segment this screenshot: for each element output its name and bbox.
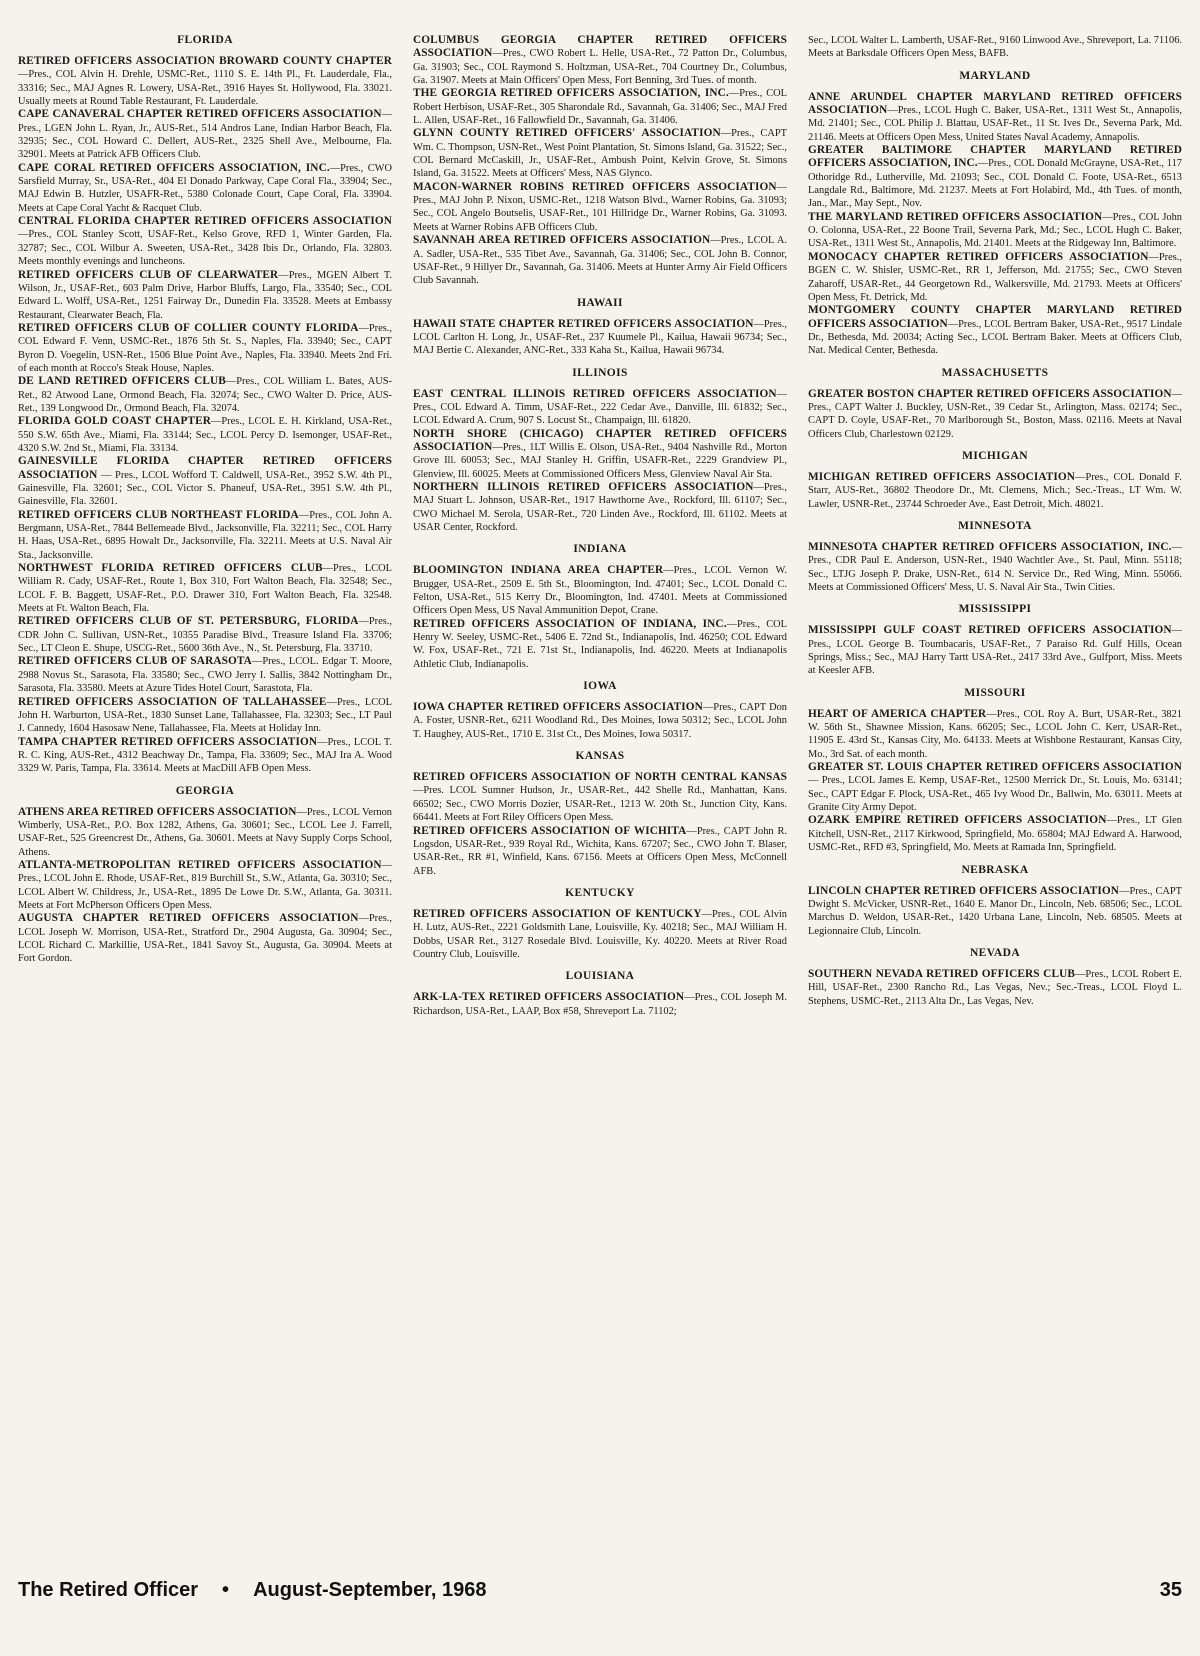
chapter-name: LINCOLN CHAPTER RETIRED OFFICERS ASSOCIATION [808, 884, 1120, 897]
directory-column [808, 34, 1182, 1549]
state-section [808, 70, 1182, 358]
chapter-entry [18, 736, 392, 776]
chapter-entry [18, 859, 392, 912]
state-section [808, 864, 1182, 938]
state-heading: ILLINOIS [572, 366, 628, 379]
state-heading: HAWAII [577, 296, 623, 309]
directory-column [413, 34, 787, 1549]
state-section [808, 450, 1182, 511]
chapter-name: EAST CENTRAL ILLINOIS RETIRED OFFICERS ASSOCIATION [413, 387, 777, 400]
chapter-name: THE GEORGIA RETIRED OFFICERS ASSOCIATION, INC. [413, 87, 729, 100]
chapter-entry [413, 618, 787, 671]
chapter-name: RETIRED OFFICERS ASSOCIATION OF KENTUCKY [413, 907, 702, 920]
chapter-name: ATHENS AREA RETIRED OFFICERS ASSOCIATION [18, 805, 297, 818]
chapter-entry [808, 968, 1182, 1008]
chapter-name: RETIRED OFFICERS ASSOCIATION OF TALLAHASSEE [18, 695, 327, 708]
chapter-name: ANNE ARUNDEL CHAPTER MARYLAND RETIRED OFFICERS ASSOCIATION [808, 90, 1182, 117]
chapter-entry [413, 701, 787, 741]
chapter-details: —Pres., BGEN C. W. Shisler, USMC-Ret., RR 1, Jefferson, Md. 21755; Sec., CWO Steven Zaharoff, USAR-Ret., 44 Georgetown Rd., Walkersville, Md. 21793. Meets at Officers' Open Mess, Ft. Detrick, Md. [808, 251, 1182, 303]
state-section [413, 34, 787, 288]
state-heading: IOWA [583, 680, 617, 693]
chapter-details: —Pres., LCOL Bertram Baker, USA-Ret., 9517 Lindale Dr., Bethesda, Md. 20034; Acting Sec., LCOL Bertram Baker. Meets at Officers Club, Nat. Medical Center, Bethesda. [808, 318, 1182, 357]
chapter-details: —Pres., COL Edward A. Timm, USAF-Ret., 222 Cedar Ave., Danville, Ill. 61832; Sec., LCOL Edward A. Crum, 907 S. Locust St., Champaign, Ill. 61820. [413, 388, 787, 427]
chapter-entry [18, 375, 392, 415]
state-section [808, 520, 1182, 594]
chapter-name: GLYNN COUNTY RETIRED OFFICERS' ASSOCIATION [413, 127, 721, 140]
chapter-entry [18, 562, 392, 615]
chapter-name: SOUTHERN NEVADA RETIRED OFFICERS CLUB [808, 967, 1075, 980]
chapter-entry [413, 991, 787, 1018]
chapter-name: RETIRED OFFICERS CLUB OF ST. PETERSBURG, FLORIDA [18, 615, 359, 628]
chapter-entry [18, 509, 392, 562]
chapter-details: Sec., LCOL Walter L. Lamberth, USAF-Ret., 9160 Linwood Ave., Shreveport, La. 71106. Meets at Barksdale Officers Open Mess, BAFB. [808, 35, 1182, 60]
chapter-details: —Pres., LCOL Hugh C. Baker, USA-Ret., 1311 West St., Annapolis, Md. 21401; Sec., COL Philip J. Blattau, USAF-Ret., 11 St. Ives Dr., Severna Park, Md. 21146. Meets at Officers Open Mess, United States Naval Academy, Annapolis. [808, 105, 1182, 143]
chapter-details: —Pres., LCOL. Edgar T. Moore, 2988 Novus St., Sarasota, Fla. 33580; Sec., CWO Jerry I. Sallis, 3842 Nottingham Dr., Sarasota, Fla. 33580. Meets at Azure Tides Hotel Court, Sarastota, Fla. [18, 656, 392, 695]
chapter-name: AUGUSTA CHAPTER RETIRED OFFICERS ASSOCIATION [18, 912, 359, 925]
chapter-details: —Pres., COL Donald McGrayne, USA-Ret., 117 Othoridge Rd., Lutherville, Md. 21093; Sec., COL Donald C. Foote, USA-Ret., 6513 Langdale Rd., Baltimore, Md. 21237. Meets at Fort Holabird, Md., 4th Tues. of month, Jan., Mar., May Sept., Nov. [808, 158, 1182, 210]
state-heading: MISSISSIPPI [958, 603, 1032, 616]
chapter-entry [18, 455, 392, 508]
issue-date: August-September, 1968 [253, 1578, 487, 1601]
chapter-name: HAWAII STATE CHAPTER RETIRED OFFICERS ASSOCIATION [413, 317, 754, 330]
chapter-entry [808, 304, 1182, 357]
chapter-details: — Pres., LCOL James E. Kemp, USAF-Ret., 12500 Merrick Dr., St. Louis, Mo. 63141; Sec., CAPT Edgar F. Plock, USA-Ret., 465 Ivy Wood Dr., Ballwin, Mo. 63011. Meets at Granite City Army Depot. [808, 775, 1182, 814]
state-heading: MICHIGAN [962, 449, 1028, 462]
chapter-entry [808, 144, 1182, 211]
chapter-name: HEART OF AMERICA CHAPTER [808, 707, 987, 720]
state-section [413, 297, 787, 358]
chapter-name: OZARK EMPIRE RETIRED OFFICERS ASSOCIATION [808, 814, 1107, 827]
chapter-name: MISSISSIPPI GULF COAST RETIRED OFFICERS ASSOCIATION [808, 624, 1172, 637]
chapter-name: DE LAND RETIRED OFFICERS CLUB [18, 375, 226, 388]
state-heading: KENTUCKY [565, 886, 635, 899]
chapter-details: —Pres., LCOL John H. Warburton, USA-Ret., 1830 Sunset Lane, Tallahassee, Fla. 32303; Sec., LT Paul J. Cannedy, 1604 Hasosaw Nene, Tallahassee, Fla. Meets at Holiday Inn. [18, 696, 392, 735]
chapter-entry [808, 388, 1182, 441]
chapter-entry [413, 825, 787, 878]
chapter-details: —Pres., COL Henry W. Seeley, USMC-Ret., 5406 E. 72nd St., Indianapolis, Ind. 46250; COL Edward W. Fox, USAF-Ret., 721 E. 71st St., Indianapolis, Ind. 46220. Meets at Indianapolis Athletic Club, Indianapolis. [413, 618, 787, 670]
chapter-name: RETIRED OFFICERS ASSOCIATION OF NORTH CENTRAL KANSAS [413, 771, 787, 784]
chapter-name: RETIRED OFFICERS ASSOCIATION OF INDIANA, INC. [413, 617, 727, 630]
chapter-name: CAPE CORAL RETIRED OFFICERS ASSOCIATION, INC. [18, 161, 330, 174]
chapter-details: —Pres., COL Donald F. Starr, AUS-Ret., 36802 Theodore Dr., Mt. Clemens, Mich.; Sec.-Treas., LT Wm. W. Lawler, USNR-Ret., 23744 Schroeder Ave., East Detroit, Mich. 48021. [808, 471, 1182, 510]
chapter-entry [18, 55, 392, 108]
state-section [18, 34, 392, 776]
chapter-details: —Pres., COL Stanley Scott, USAF-Ret., Kelso Grove, RFD 1, Winter Garden, Fla. 32787; Sec., COL Wilbur A. Sweeten, USA-Ret., 3428 Ibis Dr., Orlando, Fla. 32803. Meets monthly evenings and luncheons. [18, 229, 392, 268]
chapter-details: —Pres., LCOL Robert E. Hill, USAF-Ret., 2300 Rancho Rd., Las Vegas, Nev.; Sec.-Treas., LCOL Floyd L. Stephens, USMC-Ret., 2113 Alta Dr., Las Vegas, Nev. [808, 968, 1182, 1007]
chapter-entry [808, 91, 1182, 144]
chapter-entry [808, 814, 1182, 854]
state-section [808, 367, 1182, 441]
chapter-name: RETIRED OFFICERS ASSOCIATION BROWARD COUNTY CHAPTER [18, 55, 392, 67]
chapter-details: —Pres., LCOL Joseph W. Morrison, USA-Ret., Stratford Dr., 2904 Augusta, Ga. 30904; Sec., LCOL Richard C. Markillie, USA-Ret., 1841 Savoy St., Augusta, Ga. 30904. Meets at Fort Gordon. [18, 913, 392, 965]
chapter-name: MONOCACY CHAPTER RETIRED OFFICERS ASSOCIATION [808, 250, 1149, 263]
chapter-entry [18, 415, 392, 455]
state-section [413, 367, 787, 535]
chapter-entry [18, 912, 392, 965]
chapter-entry [413, 318, 787, 358]
chapter-details: —Pres., LCOL Vernon Wimberly, USA-Ret., P.O. Box 1282, Athens, Ga. 30601; Sec., LCOL Lee J. Farrell, USAF-Ret., 525 Greencrest Dr., Athens, Ga. 30601. Meets at Navy Supply Corps School, Athens. [18, 806, 392, 858]
chapter-details: —Pres., MGEN Albert T. Wilson, Jr., USAF-Ret., 603 Palm Drive, Harbor Bluffs, Largo, Fla., 33540; Sec., COL Edward L. Wolff, USA-Ret., 1251 Fairway Dr., Dunedin Fla. 33528. Meets at Embassy Restaurant, Clearwater Beach, Fla. [18, 269, 392, 321]
state-section [413, 750, 787, 878]
chapter-details: —Pres., COL Edward F. Venn, USMC-Ret., 1876 5th St. S., Naples, Fla. 33940; Sec., CAPT Byron D. Voegelin, USN-Ret., 1506 Blue Point Ave., Naples, Fla. 33940. Meets 2nd Fri. of each month at Rocco's Steak House, Naples. [18, 322, 392, 374]
chapter-details: —Pres., LCOL Vernon W. Brugger, USA-Ret., 2509 E. 5th St., Bloomington, Ind. 47401; Sec., LCOL Donald C. Felton, USA-Ret., 515 Kerry Dr., Bloomington, Ind. 47401. Meets at Commissioned Officers Open Mess, US Naval Ammunition Depot, Crane. [413, 565, 787, 617]
chapter-name: NORTH SHORE (CHICAGO) CHAPTER RETIRED OFFICERS ASSOCIATION [413, 427, 787, 453]
chapter-entry [413, 771, 787, 824]
chapter-details: —Pres., LCOL A. A. Sadler, USA-Ret., 535 Tibet Ave., Savannah, Ga. 31406; Sec., COL John B. Connor, USAF-Ret., 9 Hillyer Dr., Savannah, Ga. 31406. Meets at Hunter Army Air Field Officers Club Savannah. [413, 235, 787, 287]
chapter-details: —Pres., MAJ John P. Nixon, USMC-Ret., 1218 Watson Blvd., Warner Robins, Ga. 31093; Sec., COL Angelo Boutselis, USAF-Ret., 101 Hillridge Dr., Warner Robins, Ga. 31093. Meets at Warner Robins AFB Officers Club. [413, 181, 787, 233]
chapter-name: COLUMBUS GEORGIA CHAPTER RETIRED OFFICERS ASSOCIATION [413, 34, 787, 60]
state-section [808, 34, 1182, 61]
chapter-details: —Pres. LCOL Sumner Hudson, Jr., USAR-Ret., 442 Shelle Rd., Manhattan, Kans. 66502; Sec., CWO Morris Dozier, USAR-Ret., 1213 W. 20th St., Junction City, Kans. 66441. Meets at Fort Riley Officers Open Mess. [413, 785, 787, 824]
chapter-details: —Pres., COL Joseph M. Richardson, USA-Ret., LAAP, Box #58, Shreveport La. 71102; [413, 992, 787, 1017]
chapter-name: CENTRAL FLORIDA CHAPTER RETIRED OFFICERS ASSOCIATION [18, 215, 392, 228]
chapter-details: —Pres., LT Glen Kitchell, USN-Ret., 2117 Kirkwood, Springfield, Mo. 65804; MAJ Edward A. Harwood, USMC-Ret., RFD #3, Springfield, Mo. Meets at Ramada Inn, Springfield. [808, 815, 1182, 854]
chapter-details: —Pres., LCOL William R. Cady, USAF-Ret., Route 1, Box 310, Fort Walton Beach, Fla. 32548; Sec., LCOL F. B. Baggett, USAF-Ret., P.O. Drawer 310, Fort Walton Beach, Fla. 32548. Meets at Ft. Walton Beach, Fla. [18, 563, 392, 615]
page-footer [18, 1570, 1182, 1610]
state-heading: MISSOURI [964, 686, 1026, 699]
chapter-entry [18, 806, 392, 859]
directory-column [18, 34, 392, 1549]
state-section [808, 687, 1182, 855]
chapter-name: GREATER ST. LOUIS CHAPTER RETIRED OFFICERS ASSOCIATION [808, 761, 1182, 774]
chapter-details: —Pres., MAJ Stuart L. Johnson, USAR-Ret., 1917 Hawthorne Ave., Rockford, Ill. 61107; Sec., CWO Michael M. Serola, USAR-Ret., 720 Linden Ave., Rockford, Ill. 61102. Meets at USAR Center, Rockford. [413, 481, 787, 533]
chapter-entry [808, 708, 1182, 761]
chapter-name: BLOOMINGTON INDIANA AREA CHAPTER [413, 564, 664, 577]
chapter-name: RETIRED OFFICERS CLUB NORTHEAST FLORIDA [18, 508, 299, 521]
chapter-entry [18, 696, 392, 736]
chapter-details: —Pres., COL John A. Bergmann, USA-Ret., 7844 Bellemeade Blvd., Jacksonville, Fla. 32211; Sec., COL Harry H. Haas, USA-Ret., 6895 Howalt Dr., Jacksonville, Fla. 32211. Meets at U.S. Naval Air Sta., Jacksonville. [18, 509, 392, 561]
chapter-entry [18, 269, 392, 322]
chapter-details: —Pres., CAPT Don A. Foster, USNR-Ret., 6211 Woodland Rd., Des Moines, Iowa 50312; Sec., LCOL John T. Haughey, AUS-Ret., 1710 E. 31st Ct., Des Moines, Iowa 50317. [413, 702, 787, 740]
chapter-name: GAINESVILLE FLORIDA CHAPTER RETIRED OFFICERS ASSOCIATION [18, 455, 392, 481]
bullet-separator: • [222, 1578, 230, 1601]
chapter-entry [18, 655, 392, 695]
state-heading: KANSAS [575, 750, 625, 763]
state-heading: NEVADA [969, 946, 1021, 959]
chapter-entry [808, 624, 1182, 677]
state-section [413, 970, 787, 1018]
chapter-name: ATLANTA-METROPOLITAN RETIRED OFFICERS ASSOCIATION [18, 858, 382, 871]
chapter-details: —Pres., CWO Robert L. Helle, USA-Ret., 72 Patton Dr., Columbus, Ga. 31903; Sec., COL Raymond S. Holtzman, USA-Ret., 704 Courtney Dr., Columbus, Ga. 31907. Meets at Main Officers' Open Mess, Fort Benning, 3rd Tues. of month. [413, 48, 787, 87]
chapter-details: —Pres., CAPT John R. Logsdon, USAR-Ret., 939 Royal Rd., Wichita, Kans. 67207; Sec., CWO John T. Blaser, USAR-Ret., RR #1, Winfield, Kans. 67156. Meets at Officers Open Mess, McConnell AFB. [413, 825, 787, 877]
chapter-name: CAPE CANAVERAL CHAPTER RETIRED OFFICERS ASSOCIATION [18, 108, 382, 121]
chapter-entry [413, 87, 787, 127]
chapter-name: THE MARYLAND RETIRED OFFICERS ASSOCIATION [808, 210, 1103, 223]
state-heading: FLORIDA [177, 34, 233, 46]
chapter-name: MICHIGAN RETIRED OFFICERS ASSOCIATION [808, 470, 1076, 483]
chapter-entry [808, 34, 1182, 61]
publication-title: The Retired Officer [18, 1578, 199, 1601]
directory-columns [18, 34, 1182, 1549]
chapter-details: —Pres., CAPT Walter J. Buckley, USN-Ret., 39 Cedar St., Arlington, Mass. 02174; Sec., CAPT D. Coyle, USAF-Ret., 70 Marlborough St., Boston, Mass. 02116. Meets at Naval Officers Club, Charlestown 02129. [808, 388, 1182, 440]
chapter-entry [808, 761, 1182, 814]
chapter-details: —Pres., COL John O. Colonna, USA-Ret., 22 Boone Trail, Severna Park, Md.; Sec., LCOL Hugh C. Baker, USA-Ret., 1311 West St., Annapolis, Md. 21401. Meets at the Ridgeway Inn, Baltimore. [808, 211, 1182, 250]
page-number: 35 [1159, 1578, 1182, 1601]
chapter-name: RETIRED OFFICERS CLUB OF CLEARWATER [18, 268, 279, 281]
chapter-details: —Pres., COL Alvin H. Drehle, USMC-Ret., 1110 S. E. 14th Pl., Ft. Lauderdale, Fla., 33316; Sec., MAJ Agnes R. Lowery, USA-Ret., 3916 Hayes St. Hollywood, Fla. 33021. Usually meets at Round Table Restaurant, Ft. Lauderdale. [18, 69, 392, 108]
chapter-entry [808, 251, 1182, 304]
chapter-details: —Pres., LCOL George B. Toumbacaris, USAF-Ret., 7 Paraiso Rd. Gulf Hills, Ocean Springs, Miss.; Sec., MAJ Harry Tartt USA-Ret., 2417 33rd Ave., Gulfport, Miss. Meets at Keesler AFB. [808, 625, 1182, 677]
chapter-details: —Pres., LCOL John E. Rhode, USAF-Ret., 819 Burchill St., S.W., Atlanta, Ga. 30310; Sec., LCOL Albert W. Childress, Jr., USA-Ret., 1895 De Lowe Dr. S.W., Atlanta, Ga. 30311. Meets at Fort McPherson Officers Open Mess. [18, 859, 392, 911]
chapter-name: TAMPA CHAPTER RETIRED OFFICERS ASSOCIATION [18, 735, 318, 748]
chapter-entry [413, 908, 787, 961]
chapter-details: —Pres., LGEN John L. Ryan, Jr., AUS-Ret., 514 Andros Lane, Indian Harbor Beach, Fla. 32935; Sec., COL Howard C. Dellert, AUS-Ret., 2325 Shell Ave., Melbourne, Fla. 32901. Meets at Patrick AFB Officers Club. [18, 109, 392, 161]
chapter-details: —Pres., COL William L. Bates, AUS-Ret., 82 Atwood Lane, Ormond Beach, Fla. 32074; Sec., CWO Walter D. Price, AUS-Ret., 139 Longwood Dr., Ormond Beach, Fla. 32074. [18, 376, 392, 414]
state-heading: GEORGIA [175, 784, 235, 797]
chapter-details: — Pres., LCOL Wofford T. Caldwell, USA-Ret., 3952 S.W. 4th Pl., Gainesville, Fla. 32601; Sec., COL Victor S. Phaneuf, USA-Ret., 3951 S.W. 4th Pl., Gainesville, Fla. 32601. [18, 469, 392, 508]
chapter-entry [18, 322, 392, 375]
chapter-name: RETIRED OFFICERS CLUB OF SARASOTA [18, 655, 252, 668]
chapter-details: —Pres., COL Alvin H. Lutz, AUS-Ret., 2221 Goldsmith Lane, Louisville, Ky. 40218; Sec., MAJ William H. Dobbs, USAR Ret., 3127 Rosedale Blvd. Louisville, Ky. 40220. Meets at River Road Country Club, Louisville. [413, 908, 787, 960]
chapter-entry [413, 234, 787, 287]
chapter-name: MONTGOMERY COUNTY CHAPTER MARYLAND RETIRED OFFICERS ASSOCIATION [808, 304, 1182, 330]
chapter-name: GREATER BOSTON CHAPTER RETIRED OFFICERS ASSOCIATION [808, 387, 1172, 400]
state-heading: LOUISIANA [565, 970, 635, 983]
chapter-entry [808, 211, 1182, 251]
chapter-name: NORTHERN ILLINOIS RETIRED OFFICERS ASSOCIATION [413, 480, 754, 493]
chapter-details: —Pres., LCOL T. R. C. King, AUS-Ret., 4312 Beachway Dr., Tampa, Fla. 33609; Sec., MAJ Ira A. Wood 3329 W. Paris, Tampa, Fla. 33614. Meets at MacDill AFB Open Mess. [18, 736, 392, 775]
state-section [413, 543, 787, 671]
chapter-details: —Pres., CDR Paul E. Anderson, USN-Ret., 1940 Wachtler Ave., St. Paul, Minn. 55118; Sec., LTJG Joseph P. Drake, USN-Ret., 614 N. Service Dr., Red Wing, Minn. 55066. Meets at Commissioned Officers' Mess, U. S. Naval Air Sta., Twin Cities. [808, 541, 1182, 593]
state-heading: NEBRASKA [961, 863, 1029, 876]
chapter-entry [413, 564, 787, 617]
chapter-details: —Pres., CDR John C. Sullivan, USN-Ret., 10355 Paradise Blvd., Treasure Island Fla. 33706; Sec., LT Cleon E. Shupe, USCG-Ret., 5600 36th Ave., N., St. Petersburg, Fla. 33710. [18, 616, 392, 655]
state-section [808, 603, 1182, 677]
chapter-name: MINNESOTA CHAPTER RETIRED OFFICERS ASSOCIATION, INC. [808, 540, 1172, 553]
state-section [413, 680, 787, 741]
chapter-details: —Pres., CAPT Wm. C. Thompson, USN-Ret., West Point Plantation, St. Simons Island, Ga. 31522; Sec., COL Bernard McCaskill, Jr., USAF-Ret., Ambush Point, Kelvin Grove, St. Simons Island, Ga. 31522. Meets at Officers' Mess, NAS Glynco. [413, 128, 787, 180]
chapter-details: —Pres., CWO Sarsfield Murray, Sr., USA-Ret., 404 El Donado Parkway, Cape Coral Fla., 33904; Sec., MAJ Edwin B. Hutzler, USAFR-Ret., 5380 Colonade Court, Cape Coral, Fla. 33904. Meets at Cape Coral Yacht & Racquet Club. [18, 162, 392, 214]
state-section [413, 887, 787, 961]
chapter-entry [413, 127, 787, 180]
chapter-entry [413, 481, 787, 534]
state-heading: INDIANA [573, 543, 627, 556]
chapter-details: —Pres., LCOL Carlton H. Long, Jr., USAF-Ret., 237 Kuumele Pl., Kailua, Hawaii 96734; Sec., MAJ Bertie C. Alexander, ANC-Ret., 333 Kaha St., Kailua, Hawaii 96734. [413, 318, 787, 357]
chapter-entry [413, 388, 787, 428]
chapter-name: ARK-LA-TEX RETIRED OFFICERS ASSOCIATION [413, 991, 685, 1004]
state-section [808, 947, 1182, 1008]
chapter-entry [18, 108, 392, 161]
chapter-name: GREATER BALTIMORE CHAPTER MARYLAND RETIRED OFFICERS ASSOCIATION, INC. [808, 144, 1182, 170]
chapter-details: —Pres., COL Roy A. Burt, USAR-Ret., 3821 W. 56th St., Shawnee Mission, Kans. 66205; Sec., LCOL John C. Kerr, USAR-Ret., 11905 E. 43rd St., Kansas City, Mo. 64133. Meets at Wishbone Restaurant, Kansas City, Mo., 3rd Sat. of each month. [808, 708, 1182, 760]
chapter-details: —Pres., COL Robert Herbison, USAF-Ret., 305 Sharondale Rd., Savannah, Ga. 31406; Sec., MAJ Fred L. Allen, USAF-Ret., 16 Fallowfield Dr., Savannah, Ga. 31406. [413, 88, 787, 127]
chapter-entry [18, 215, 392, 268]
chapter-name: RETIRED OFFICERS CLUB OF COLLIER COUNTY FLORIDA [18, 321, 359, 334]
state-heading: MINNESOTA [958, 519, 1032, 532]
chapter-name: IOWA CHAPTER RETIRED OFFICERS ASSOCIATION [413, 701, 703, 714]
chapter-entry [413, 428, 787, 481]
chapter-name: MACON-WARNER ROBINS RETIRED OFFICERS ASSOCIATION [413, 180, 777, 193]
chapter-details: —Pres., 1LT Willis E. Olson, USA-Ret., 9404 Nashville Rd., Morton Grove Ill. 60053; Sec., MAJ Stanley H. Griffin, USAFR-Ret., 2229 Grandview Pl., Glenview, Ill. 60025. Meets at Commissioned Officers Mess, Glenview Naval Air Sta. [413, 441, 787, 480]
chapter-entry [808, 471, 1182, 511]
chapter-name: FLORIDA GOLD COAST CHAPTER [18, 415, 211, 428]
chapter-entry [413, 181, 787, 234]
state-section [18, 785, 392, 966]
chapter-name: SAVANNAH AREA RETIRED OFFICERS ASSOCIATION [413, 234, 711, 247]
chapter-entry [413, 34, 787, 87]
chapter-details: —Pres., LCOL E. H. Kirkland, USA-Ret., 550 S.W. 65th Ave., Miami, Fla. 33144; Sec., LCOL Percy D. Isemonger, USAF-Ret., 4320 S.W. 2nd St., Miami, Fla. 33134. [18, 416, 392, 454]
chapter-entry [808, 541, 1182, 594]
chapter-entry [18, 615, 392, 655]
state-heading: MARYLAND [959, 69, 1031, 82]
chapter-details: —Pres., CAPT Dwight S. McVicker, USNR-Ret., 1640 E. Manor Dr., Lincoln, Neb. 68506; Sec., LCOL Marchus D. Weldon, USAR-Ret., 1420 Urbana Lane, Lincoln, Neb. 68505. Meets at Legionnaire Club, Lincoln. [808, 885, 1182, 937]
chapter-name: NORTHWEST FLORIDA RETIRED OFFICERS CLUB [18, 562, 323, 575]
state-heading: MASSACHUSETTS [941, 366, 1049, 379]
chapter-entry [18, 162, 392, 215]
chapter-name: RETIRED OFFICERS ASSOCIATION OF WICHITA [413, 824, 687, 837]
chapter-entry [808, 885, 1182, 938]
